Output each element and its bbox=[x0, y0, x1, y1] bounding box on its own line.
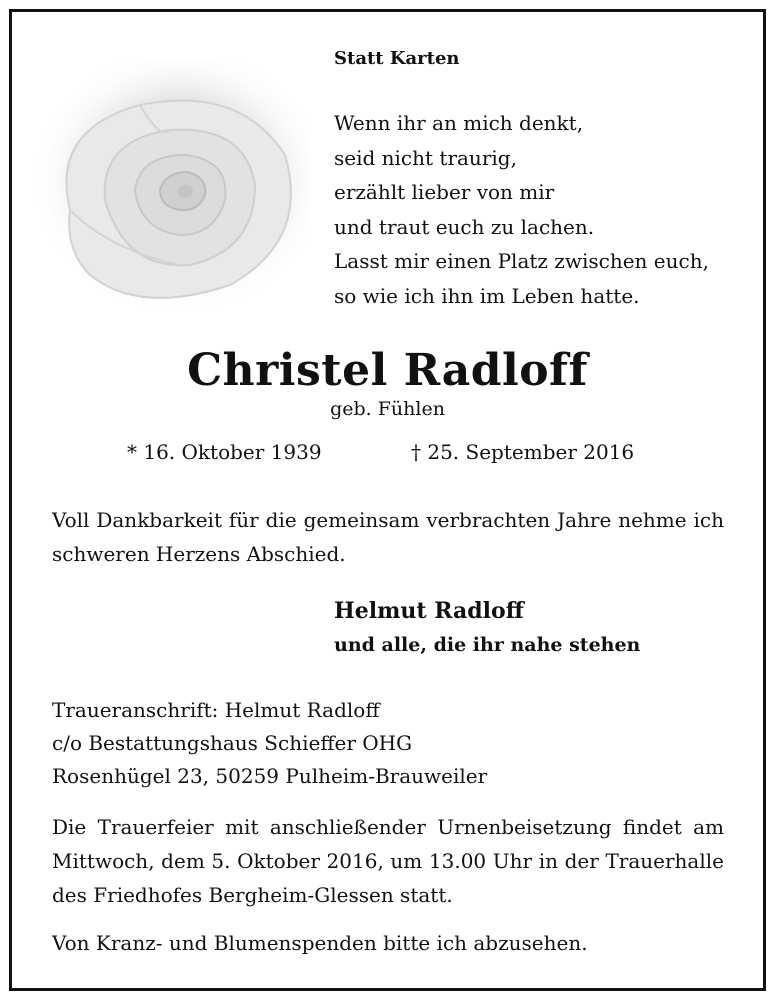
mourning-address bbox=[52, 694, 487, 793]
poem-line: seid nicht traurig, bbox=[334, 145, 517, 170]
maiden-name: geb. Fühlen bbox=[330, 398, 445, 420]
signer-name: Helmut Radloff bbox=[334, 598, 524, 624]
poem-line: und traut euch zu lachen. bbox=[334, 214, 595, 239]
address-line: c/o Bestattungshaus Schieffer OHG bbox=[52, 731, 413, 755]
address-line: Rosenhügel 23, 50259 Pulheim-Brauweiler bbox=[52, 764, 488, 788]
poem-line: Lasst mir einen Platz zwischen euch, bbox=[334, 249, 709, 273]
poem-line: Wenn ihr an mich denkt, bbox=[334, 111, 584, 135]
rose-image bbox=[10, 60, 310, 320]
address-line: Traueranschrift: Helmut Radloff bbox=[52, 698, 380, 722]
deceased-name: Christel Radloff bbox=[187, 345, 588, 396]
birth-date: * 16. Oktober 1939 bbox=[127, 440, 322, 464]
ceremony-text: Die Trauerfeier mit anschließender Urnenbeisetzung findet am Mittwoch, dem 5. Oktober 2016, um 13.00 Uhr in der Trauerhalle des Friedhofes Bergheim-Glessen statt. bbox=[52, 815, 724, 907]
flowers-note: Von Kranz- und Blumenspenden bitte ich abzusehen. bbox=[52, 931, 588, 955]
poem bbox=[334, 106, 709, 313]
death-date: † 25. September 2016 bbox=[411, 440, 635, 464]
statt-karten-label: Statt Karten bbox=[334, 48, 460, 69]
poem-line: so wie ich ihn im Leben hatte. bbox=[334, 283, 640, 308]
poem-line: erzählt lieber von mir bbox=[334, 180, 555, 204]
family-line: und alle, die ihr nahe stehen bbox=[334, 634, 641, 656]
gratitude-text: Voll Dankbarkeit für die gemeinsam verbrachten Jahre nehme ich schweren Herzens Abschied. bbox=[52, 508, 724, 566]
